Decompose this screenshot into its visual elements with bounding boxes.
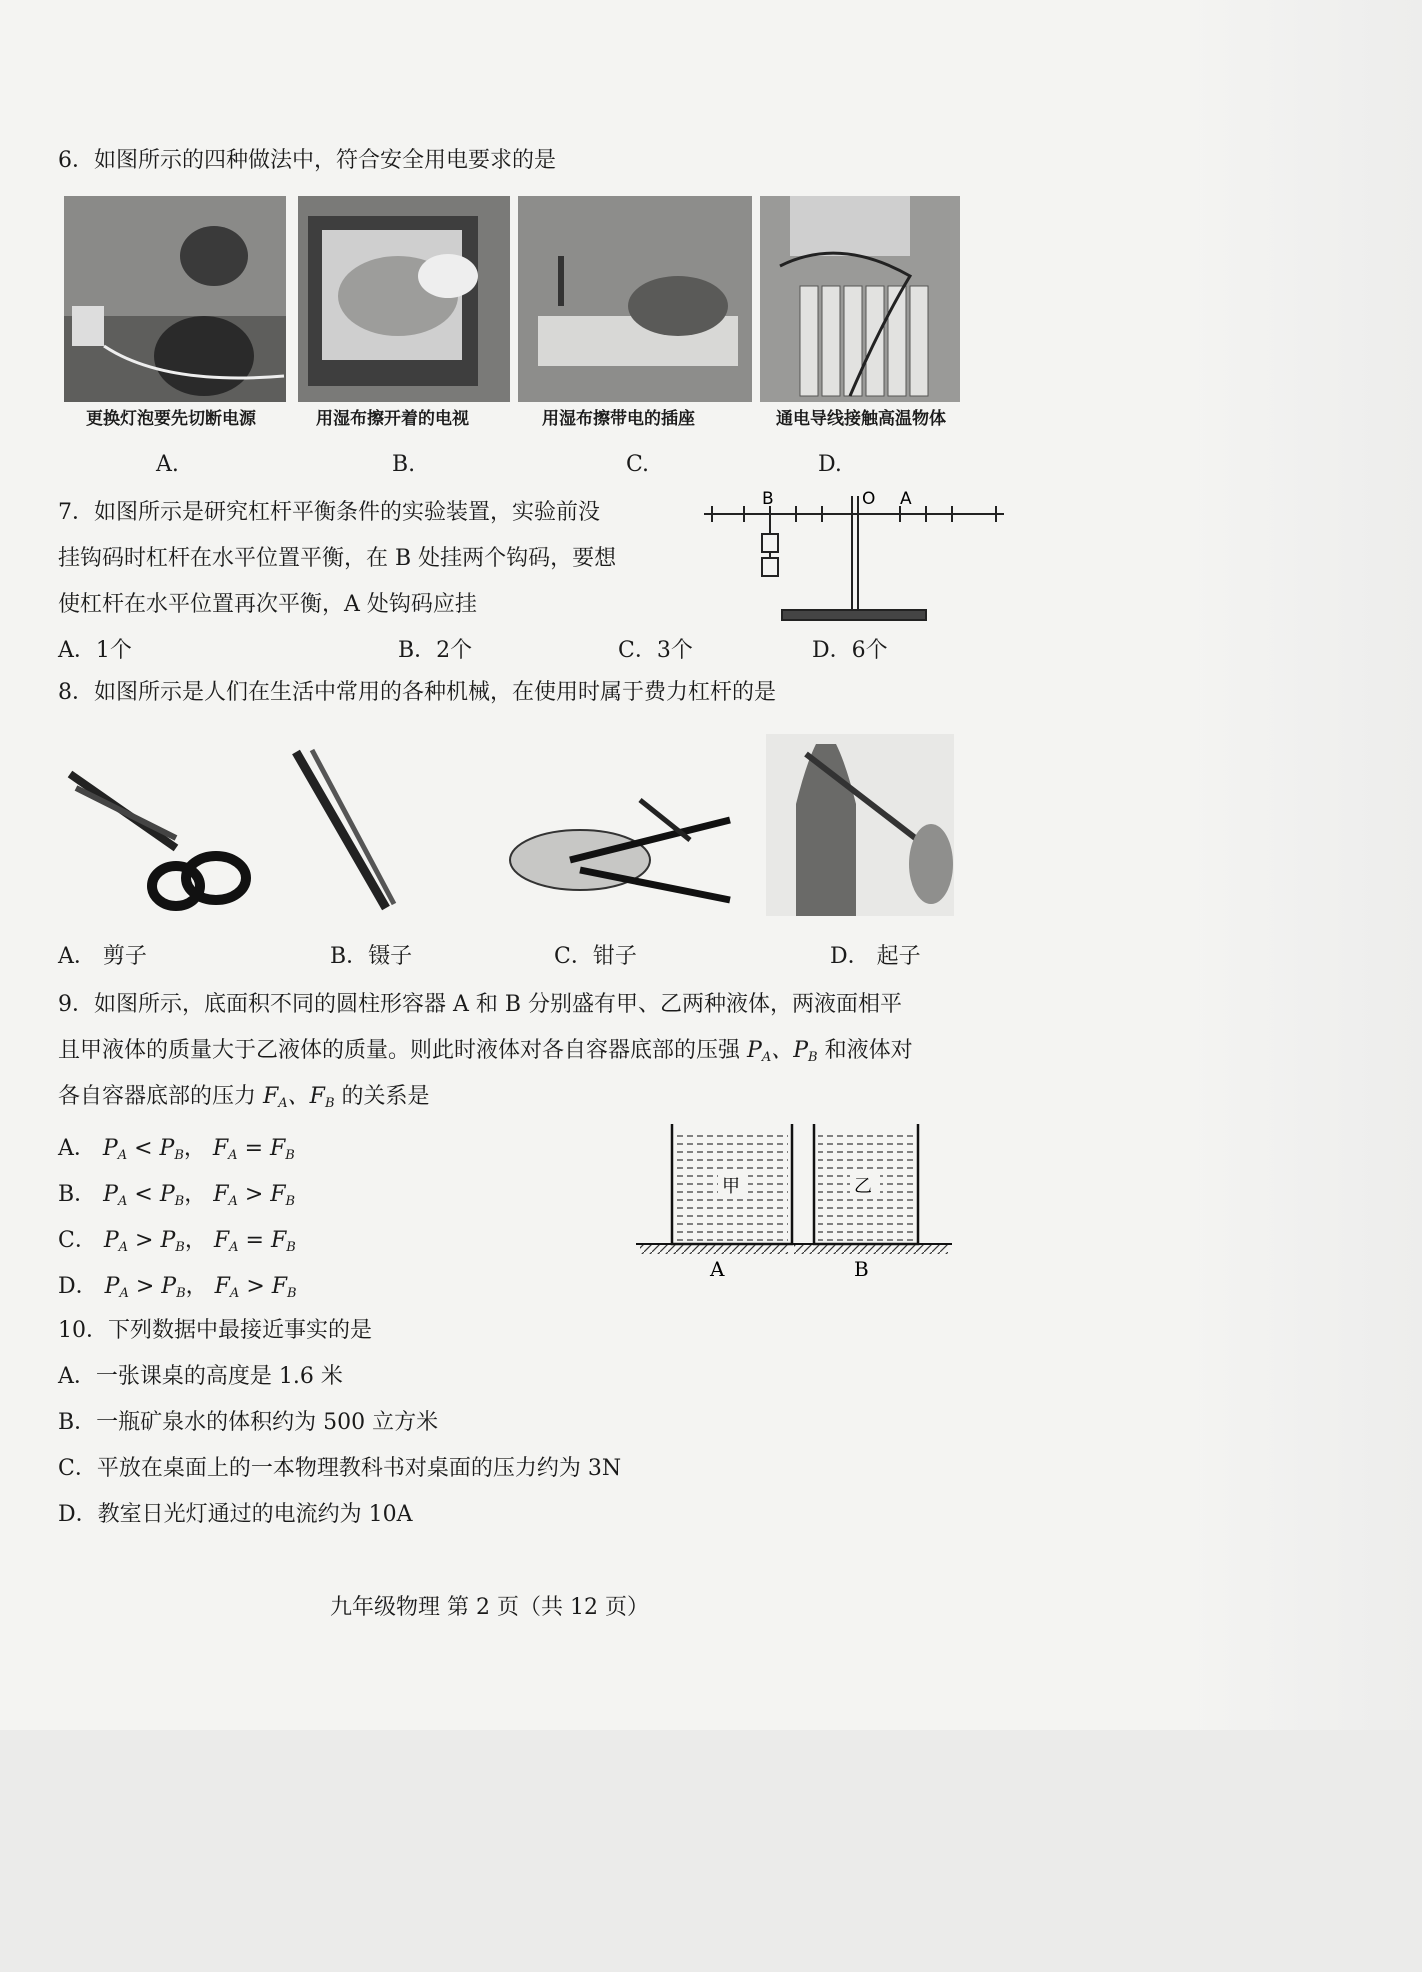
q8-option-c: C．钳子 [554,944,637,969]
q7-line1: 7．如图所示是研究杠杆平衡条件的实验装置，实验前没 [58,500,600,525]
q9-line3-tail: 的关系是 [341,1084,430,1109]
q7-line3: 使杠杆在水平位置再次平衡，A 处钩码应挂 [58,592,477,617]
q9-option-b-label: B． [58,1182,97,1207]
q9-option-d-label: D． [58,1274,98,1299]
q6-photo-d [760,196,960,402]
q9-option-c-rel2: = [245,1228,264,1253]
q6-option-b: B. [392,452,416,477]
q7-option-a: A．1个 [58,638,132,663]
lever-label-a: A [900,489,912,509]
q9-option-b: B． $P_A < P_B$， $F_A > F_B$ [58,1182,296,1209]
q6-photo-a [64,196,286,402]
lever-diagram [704,484,1004,630]
q8-option-a: A． 剪子 [58,944,147,969]
q8-stem: 8．如图所示是人们在生活中常用的各种机械，在使用时属于费力杠杆的是 [58,680,776,705]
q6-caption-b: 用湿布擦开着的电视 [316,409,469,429]
q6-caption-d: 通电导线接触高温物体 [776,409,946,429]
tv-cleaning-photo [298,196,510,402]
container-b-label: B [854,1257,869,1280]
q8-option-b: B．镊子 [330,944,413,969]
page-footer: 九年级物理 第 2 页（共 12 页） [330,1595,649,1620]
q9-option-b-rel1: < [134,1182,153,1207]
bulb-change-photo [64,196,286,402]
q9-option-c-label: C． [58,1228,97,1253]
bottle-opener-photo [766,734,954,916]
scissors-image [66,768,266,918]
q9-line2-text: 且甲液体的质量大于乙液体的质量。则此时液体对各自容器底部的压强 [58,1038,741,1063]
q9-option-a-rel2: = [244,1136,263,1161]
q8-option-d: D． 起子 [830,944,921,969]
q10-option-d: D．教室日光灯通过的电流约为 10A [58,1502,413,1527]
q6-photo-c [518,196,752,402]
q7-line2: 挂钩码时杠杆在水平位置平衡，在 B 处挂两个钩码，要想 [58,546,617,571]
tweezers-image [290,748,400,918]
q9-option-d: D． $P_A > P_B$， $F_A > F_B$ [58,1274,297,1301]
q10-option-a: A．一张课桌的高度是 1.6 米 [58,1364,343,1389]
q10-stem: 10．下列数据中最接近事实的是 [58,1318,372,1343]
q7-option-c: C．3个 [618,638,693,663]
q9-line3 [58,1082,430,1119]
q9-line3-text: 各自容器底部的压力 [58,1084,257,1109]
q9-line2-tail: 和液体对 [824,1038,913,1063]
q10-option-b: B．一瓶矿泉水的体积约为 500 立方米 [58,1410,439,1435]
q9-line2 [58,1036,913,1073]
containers-diagram [636,1124,956,1280]
q6-caption-c: 用湿布擦带电的插座 [542,409,695,429]
container-a-label: A [710,1257,725,1280]
q6-option-a: A. [156,452,179,477]
q6-option-d: D. [818,452,842,477]
q9-option-a-label: A． [58,1136,96,1161]
fa-symbol: $F_A$、$F_B$ [263,1084,335,1111]
q9-option-a-rel1: < [134,1136,153,1161]
q6-stem: 6．如图所示的四种做法中，符合安全用电要求的是 [58,148,556,173]
scan-edge [1180,0,1422,1730]
q6-photo-b [298,196,510,402]
scan-margin [0,1730,1422,1972]
q7-option-d: D．6个 [812,638,888,663]
lever-label-b: B [762,489,774,509]
q9-option-c-rel1: > [135,1228,154,1253]
pliers-image [490,780,750,920]
q10-option-c: C．平放在桌面上的一本物理教科书对桌面的压力约为 3N [58,1456,622,1481]
q9-option-d-rel2: > [246,1274,265,1299]
socket-cleaning-photo [518,196,752,402]
q9-option-b-rel2: > [244,1182,264,1207]
q9-option-d-rel1: > [135,1274,155,1299]
q6-caption-a: 更换灯泡要先切断电源 [86,409,256,429]
q9-option-c: C． $P_A > P_B$， $F_A = F_B$ [58,1228,296,1255]
liquid-b-label: 乙 [854,1176,872,1197]
liquid-a-label: 甲 [722,1176,740,1197]
q7-option-b: B．2个 [398,638,473,663]
q9-option-a: A． $P_A < P_B$， $F_A = F_B$ [58,1136,295,1163]
bottle-opener-image [766,734,954,916]
heater-wire-photo [760,196,960,402]
q6-option-c: C. [626,452,650,477]
lever-label-o: O [862,489,876,509]
q9-line1: 9．如图所示，底面积不同的圆柱形容器 A 和 B 分别盛有甲、乙两种液体，两液面相平 [58,992,903,1017]
pa-symbol: $P_A$、$P_B$ [747,1038,818,1065]
